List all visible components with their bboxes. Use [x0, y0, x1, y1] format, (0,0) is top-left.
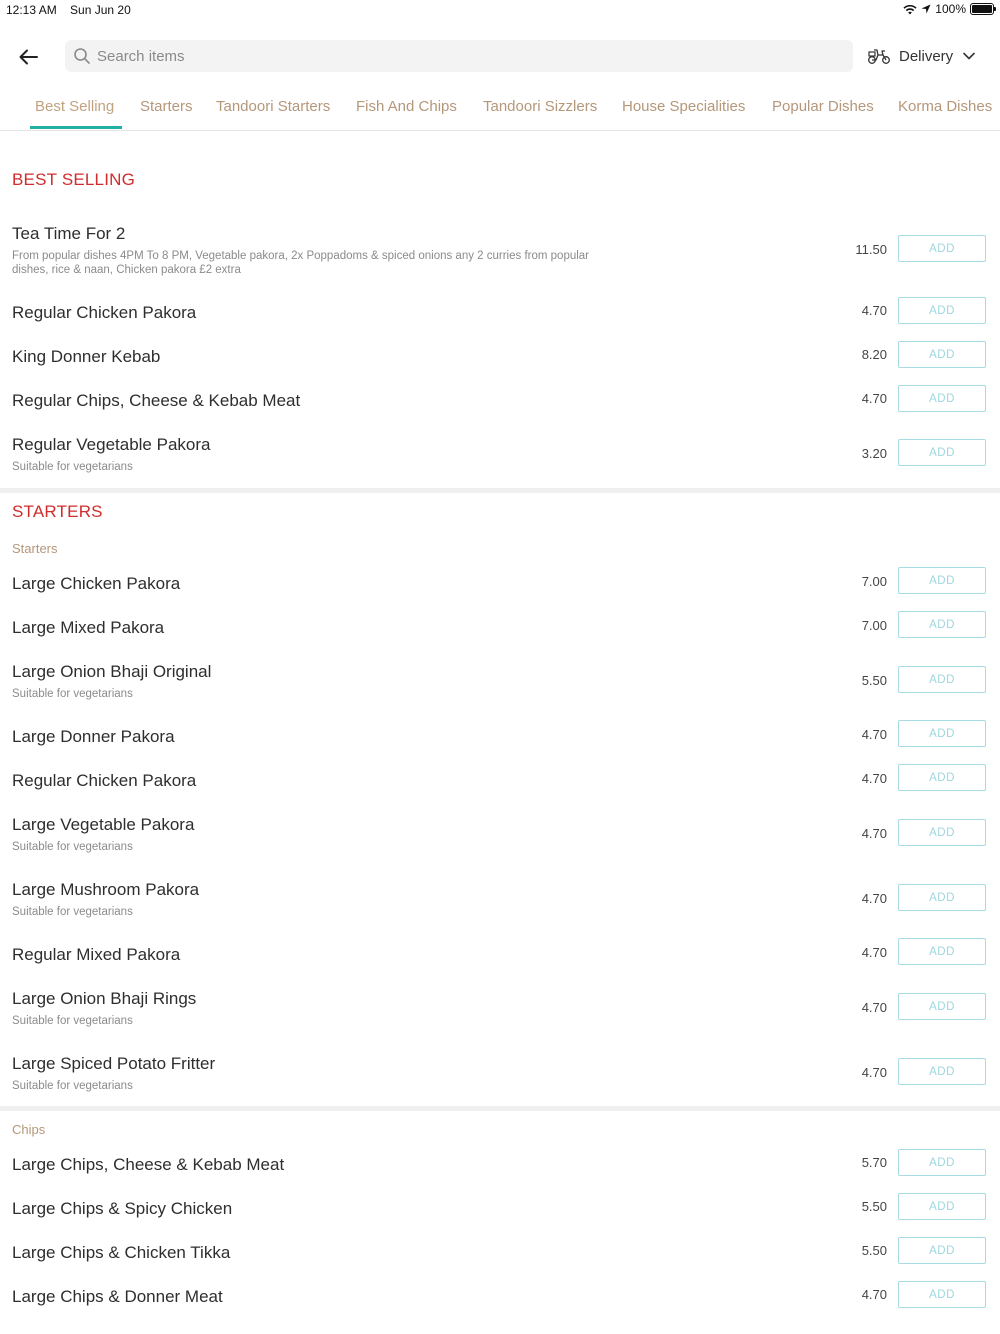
add-button[interactable]: ADD [898, 938, 986, 965]
item-name: Regular Chicken Pakora [12, 303, 197, 322]
status-time: 12:13 AM [6, 3, 57, 17]
item-name: Large Chips & Chicken Tikka [12, 1243, 231, 1262]
add-button[interactable]: ADD [898, 1237, 986, 1264]
item-name: Regular Mixed Pakora [12, 945, 181, 964]
item-name: Large Mushroom Pakora [12, 880, 200, 899]
item-price: 5.70 [861, 1155, 887, 1170]
add-button[interactable]: ADD [898, 439, 986, 466]
add-button[interactable]: ADD [898, 1281, 986, 1308]
tab-starters[interactable]: Starters [140, 98, 193, 115]
subsection-title-starters: Starters [12, 541, 58, 556]
add-button[interactable]: ADD [898, 884, 986, 911]
item-description: Suitable for vegetarians [12, 461, 133, 473]
add-button[interactable]: ADD [898, 611, 986, 638]
add-button[interactable]: ADD [898, 993, 986, 1020]
back-arrow-icon[interactable] [16, 44, 42, 70]
wifi-icon [903, 4, 917, 15]
search-box[interactable] [65, 40, 853, 72]
tab-tandoori-sizzlers[interactable]: Tandoori Sizzlers [483, 98, 598, 115]
item-name: King Donner Kebab [12, 347, 161, 366]
scooter-icon [867, 47, 891, 65]
status-date: Sun Jun 20 [70, 3, 131, 17]
add-button[interactable]: ADD [898, 1058, 986, 1085]
item-description: From popular dishes 4PM To 8 PM, Vegetable pakora, 2x Poppadoms & spiced onions any 2 curries from popular dishes, rice & naan, Chicken pakora £2 extra [12, 250, 590, 276]
item-price: 4.70 [861, 303, 887, 318]
add-button[interactable]: ADD [898, 385, 986, 412]
item-price: 4.70 [861, 771, 887, 786]
item-name: Large Onion Bhaji Rings [12, 989, 197, 1008]
section-title-best-selling: BEST SELLING [12, 170, 136, 189]
item-price: 7.00 [861, 574, 887, 589]
item-price: 4.70 [861, 727, 887, 742]
item-price: 4.70 [861, 945, 887, 960]
item-name: Large Chips & Donner Meat [12, 1287, 223, 1306]
add-button[interactable]: ADD [898, 764, 986, 791]
add-button[interactable]: ADD [898, 235, 986, 262]
location-arrow-icon [921, 4, 931, 14]
item-description: Suitable for vegetarians [12, 688, 133, 700]
search-input[interactable] [97, 40, 837, 72]
item-name: Large Spiced Potato Fritter [12, 1054, 216, 1073]
item-price: 3.20 [861, 446, 887, 461]
item-name: Large Chips & Spicy Chicken [12, 1199, 233, 1218]
item-description: Suitable for vegetarians [12, 841, 133, 853]
section-divider [0, 1106, 1000, 1111]
item-description: Suitable for vegetarians [12, 1015, 133, 1027]
item-name: Regular Vegetable Pakora [12, 435, 211, 454]
subsection-title-chips: Chips [12, 1122, 46, 1137]
item-name: Large Onion Bhaji Original [12, 662, 212, 681]
add-button[interactable]: ADD [898, 666, 986, 693]
item-price: 7.00 [861, 618, 887, 633]
item-description: Suitable for vegetarians [12, 906, 133, 918]
item-name: Tea Time For 2 [12, 224, 126, 243]
battery-percent: 100% [935, 2, 966, 16]
item-name: Regular Chicken Pakora [12, 771, 197, 790]
tab-best-selling[interactable]: Best Selling [35, 98, 115, 115]
status-left [6, 3, 141, 17]
item-price: 4.70 [861, 391, 887, 406]
category-tabs [0, 88, 1000, 131]
item-price: 4.70 [861, 1287, 887, 1302]
add-button[interactable]: ADD [898, 1149, 986, 1176]
battery-icon [970, 3, 994, 15]
item-price: 5.50 [861, 1243, 887, 1258]
add-button[interactable]: ADD [898, 720, 986, 747]
item-description: Suitable for vegetarians [12, 1080, 133, 1092]
item-name: Large Vegetable Pakora [12, 815, 195, 834]
item-price: 5.50 [861, 673, 887, 688]
item-name: Large Donner Pakora [12, 727, 175, 746]
tab-korma-dishes[interactable]: Korma Dishes [898, 98, 993, 115]
item-name: Large Mixed Pakora [12, 618, 165, 637]
tab-fish-and-chips[interactable]: Fish And Chips [356, 98, 457, 115]
tab-tandoori-starters[interactable]: Tandoori Starters [216, 98, 331, 115]
item-price: 4.70 [861, 891, 887, 906]
delivery-selector[interactable] [867, 40, 975, 72]
add-button[interactable]: ADD [898, 819, 986, 846]
item-name: Regular Chips, Cheese & Kebab Meat [12, 391, 301, 410]
add-button[interactable]: ADD [898, 341, 986, 368]
item-price: 4.70 [861, 826, 887, 841]
active-tab-indicator [30, 126, 122, 129]
item-price: 4.70 [861, 1000, 887, 1015]
add-button[interactable]: ADD [898, 1193, 986, 1220]
status-bar [0, 0, 1000, 22]
item-price: 5.50 [861, 1199, 887, 1214]
item-price: 8.20 [861, 347, 887, 362]
search-icon [73, 47, 91, 65]
item-name: Large Chips, Cheese & Kebab Meat [12, 1155, 285, 1174]
tab-popular-dishes[interactable]: Popular Dishes [772, 98, 874, 115]
section-title-starters: STARTERS [12, 502, 103, 521]
tab-house-specialities[interactable]: House Specialities [622, 98, 746, 115]
item-price: 4.70 [861, 1065, 887, 1080]
add-button[interactable]: ADD [898, 297, 986, 324]
status-right [903, 2, 994, 16]
header [0, 40, 1000, 72]
add-button[interactable]: ADD [898, 567, 986, 594]
item-name: Large Chicken Pakora [12, 574, 181, 593]
section-divider [0, 488, 1000, 493]
delivery-label: Delivery [899, 47, 954, 65]
item-price: 11.50 [855, 242, 887, 257]
chevron-down-icon [963, 52, 975, 60]
